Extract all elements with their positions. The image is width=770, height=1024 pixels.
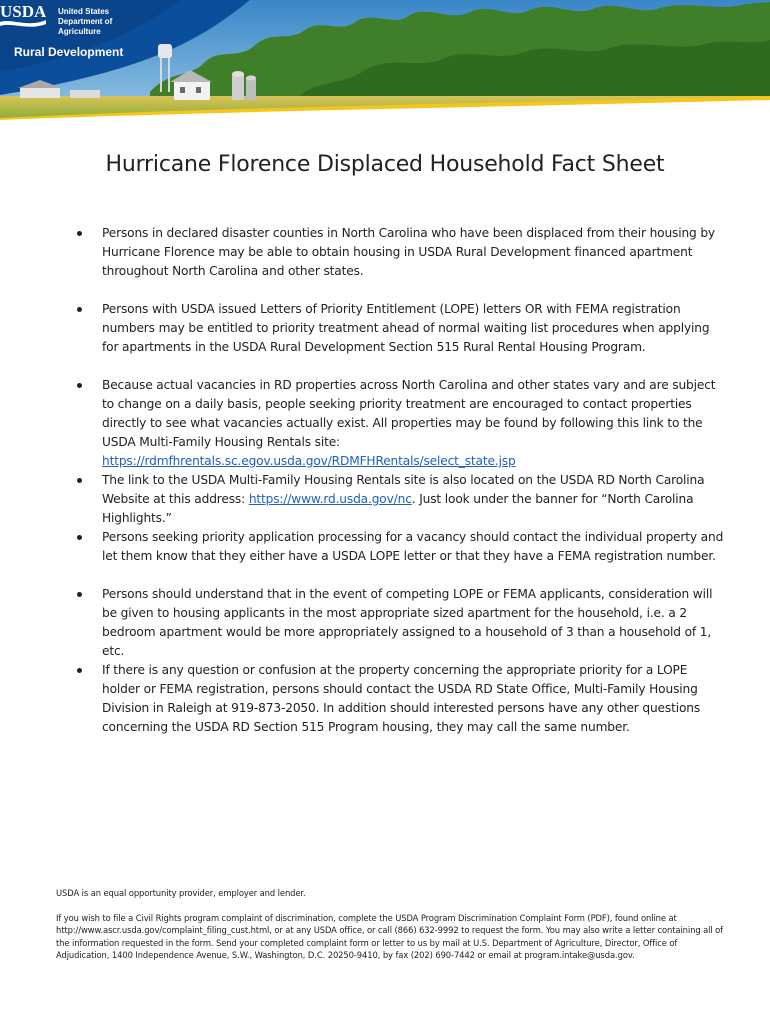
civil-rights-statement: If you wish to file a Civil Rights program complaint of discrimination, complete the USDA Program Discrimination Complaint Form (PDF), found online at http://www.ascr.usda.gov/complaint_filing_cust.html, or at any USDA office, or call (866) 632-9992 to request the form. You may also write a letter containing all of the information requested in the form. Send your completed complaint form or letter to us by mail at U.S. Department of Agriculture, Director, Office of Adjudication, 1400 Independence Avenue, S.W., Washington, D.C. 20250-9410, by fax (202) 690-7442 or email at program.intake@usda.gov. [56,912,724,960]
fact-text-4-after: . Just look under the banner for “North Carolina Highlights.” [102,492,694,525]
mfh-rentals-link[interactable]: https://rdmfhrentals.sc.egov.usda.gov/RDMFHRentals/select_state.jsp [102,454,516,468]
agency-name [58,7,112,37]
fact-text-7: If there is any question or confusion at the property concerning the appropriate priority for a LOPE holder or FEMA registration, persons should contact the USDA RD State Office, Multi-Family Housing Division in Raleigh at 919-873-2050. In addition should interested persons have any other questions concerning the USDA RD Section 515 Program housing, they may call the same number. [102,663,701,734]
fact-text-6: Persons should understand that in the event of competing LOPE or FEMA applicants, consideration will be given to housing applicants in the most appropriate sized apartment for the household, i.e. a 2 bedroom apartment would be more appropriately assigned to a household of 3 than a household of 1, etc. [102,587,713,658]
bullet-dot-icon [77,231,82,236]
equal-opportunity-statement: USDA is an equal opportunity provider, employer and lender. [56,888,306,898]
agency-line-2: Department of [58,17,113,26]
agency-line-3: Agriculture [58,27,101,36]
bullet-dot-icon [77,592,82,597]
bullet-dot-icon [77,478,82,483]
fact-text-3-body: Because actual vacancies in RD properties across North Carolina and other states vary and are subject to change on a daily basis, people seeking priority treatment are encouraged to contact properties directly to see what vacancies actually exist. All properties may be found by following this link to the USDA Multi-Family Housing Rentals site: [102,378,716,449]
fact-text-3 [102,376,728,471]
fact-text-5: Persons seeking priority application processing for a vacancy should contact the individual property and let them know that they either have a USDA LOPE letter or that they have a FEMA registration number. [102,530,724,563]
bullet-dot-icon [77,535,82,540]
usda-logo [0,0,46,30]
page-title: Hurricane Florence Displaced Household Fact Sheet [105,152,665,177]
rd-nc-website-link[interactable]: https://www.rd.usda.gov/nc [248,492,412,506]
header-banner [0,0,770,131]
agency-line-1: United States [58,7,110,16]
footer [56,887,726,974]
division-label: Rural Development [14,45,124,59]
bullet-dot-icon [77,668,82,673]
bullet-dot-icon [77,307,82,312]
banner-landscape-image [0,0,770,131]
fact-text-1: Persons in declared disaster counties in North Carolina who have been displaced from their housing by Hurricane Florence may be able to obtain housing in USDA Rural Development financed apartment throughout North Carolina and other states. [102,226,715,278]
bullet-dot-icon [77,383,82,388]
fact-text-4 [102,471,728,528]
usda-logo-text: USDA [0,2,46,21]
fact-text-2: Persons with USDA issued Letters of Priority Entitlement (LOPE) letters OR with FEMA registration numbers may be entitled to priority treatment ahead of normal waiting list procedures when applying for apartments in the USDA Rural Development Section 515 Rural Rental Housing Program. [102,302,710,354]
fact-text-4-before: The link to the USDA Multi-Family Housing Rentals site is also located on the USDA RD North Carolina Website at this address: [102,473,705,506]
